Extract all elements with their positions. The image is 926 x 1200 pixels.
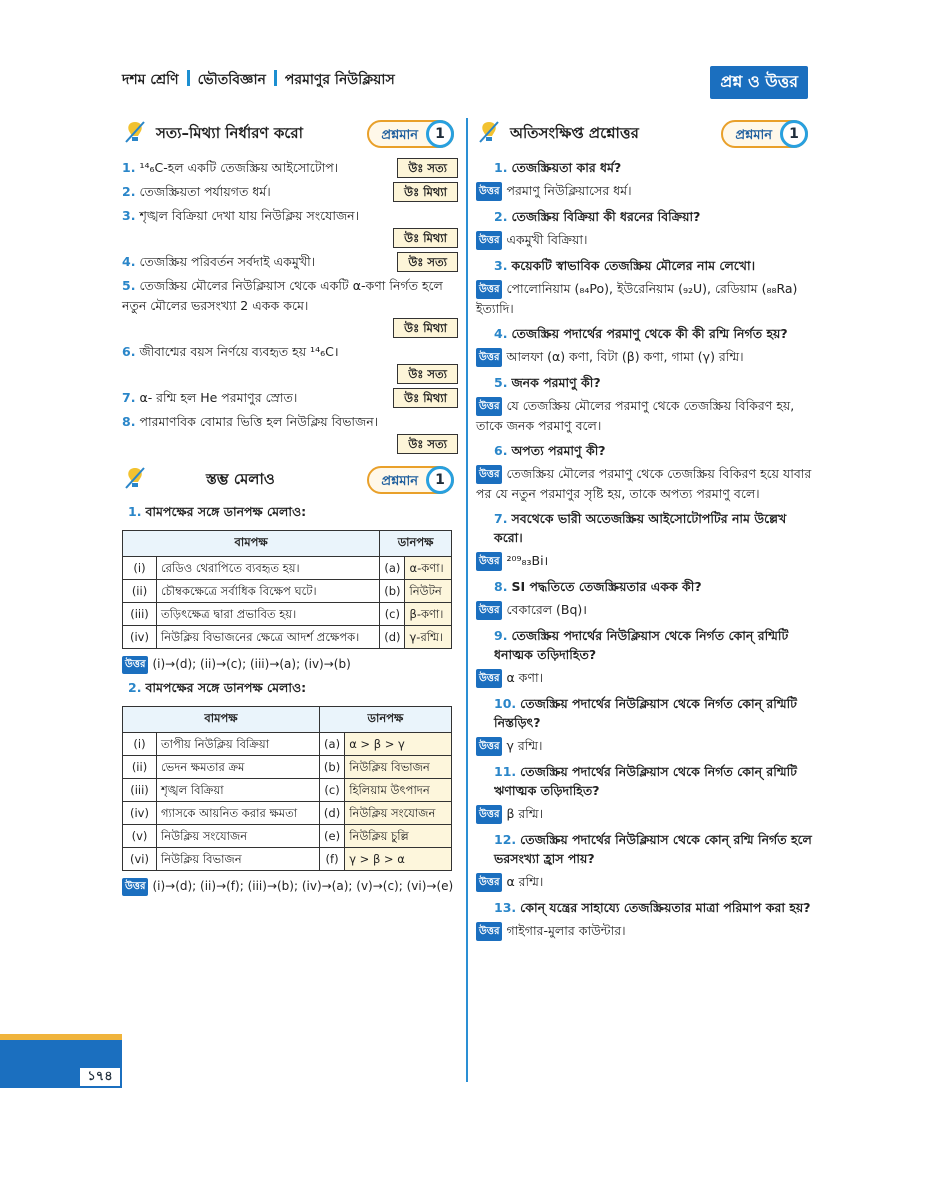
table-header-row [123,531,452,557]
table-row [123,848,452,871]
item-number: 12. [494,832,517,847]
tf-list [122,158,458,454]
column-header: বামপক্ষ [123,707,320,733]
cell: গ্যাসকে আয়নিত করার ক্ষমতা [157,802,320,825]
list-item [476,694,812,756]
cell: (f) [319,848,344,871]
question-text: তেজস্ক্রিয় পদার্থের নিউক্লিয়াস থেকে নির্গত কোন্ রশ্মিটি নিস্তড়িৎ? [494,696,797,730]
item-number: 3. [122,208,136,223]
answer-box: উঃ মিথ্যা [393,318,458,338]
list-item [476,441,812,503]
marks-label: প্রশ্নমান [381,474,418,489]
answer-tag: উত্তর [476,669,502,688]
cell: হিলিয়াম উৎপাদন [345,779,452,802]
answer-tag: উত্তর [122,878,148,896]
answer-tag: উত্তর [476,280,502,299]
crumb-chapter: পরমাণুর নিউক্লিয়াস [284,72,395,88]
cell: (d) [380,626,405,649]
page-header [122,66,812,92]
cell: (b) [380,580,405,603]
item-number: 6. [122,344,136,359]
answer-tag: উত্তর [476,348,502,367]
tf-section-header [122,116,458,152]
list-item [476,158,812,201]
breadcrumb [122,68,395,92]
cell: নিউক্লিয় সংযোজন [157,825,320,848]
list-item [122,412,458,454]
cell: (v) [123,825,157,848]
cell: α-কণা। [405,557,452,580]
answer-text: ²⁰⁹₈₃Bi। [506,553,549,568]
answer-text: পরমাণু নিউক্লিয়াসের ধর্ম। [506,183,632,198]
answer-text: (i)→(d); (ii)→(f); (iii)→(b); (iv)→(a); (v)→(c); (vi)→(e) [152,879,454,893]
list-item [476,373,812,435]
cell: (c) [319,779,344,802]
item-number: 8. [494,579,508,594]
answer-tag: উত্তর [476,737,502,756]
question-text: তেজস্ক্রিয় পদার্থের নিউক্লিয়াস থেকে কোন্ রশ্মি নির্গত হলে ভরসংখ্যা হ্রাস পায়? [494,832,812,866]
list-item [476,577,812,620]
answer-tag: উত্তর [476,397,502,416]
answer-box: উঃ সত্য [397,434,458,454]
answer-box: উঃ সত্য [397,364,458,384]
table-row [123,802,452,825]
question-text: তেজস্ক্রিয় পদার্থের নিউক্লিয়াস থেকে নির্গত কোন্ রশ্মিটি ঋণাত্মক তড়িদাহিত? [494,764,797,798]
question-text: তেজস্ক্রিয় পদার্থের পরমাণু থেকে কী কী রশ্মি নির্গত হয়? [511,326,788,341]
question-text: কোন্ যন্ত্রের সাহায্যে তেজস্ক্রিয়তার মাত্রা পরিমাপ করা হয়? [520,900,811,915]
item-text: তেজস্ক্রিয় পরিবর্তন সর্বদাই একমুখী। [139,254,316,269]
cell: নিউক্লিয় বিভাজনের ক্ষেত্রে আদর্শ প্রক্ষেপক। [157,626,380,649]
crumb-separator [274,70,277,86]
lightbulb-icon [478,120,500,144]
answer-tag: উত্তর [476,465,502,484]
item-number: 7. [122,390,136,405]
answer-text: β রশ্মি। [506,806,544,821]
answer-tag: উত্তর [476,873,502,892]
crumb-class: দশম শ্রেণি [122,72,179,88]
list-item [122,206,458,248]
marks-label: প্রশ্নমান [381,128,418,143]
cell: চৌম্বকক্ষেত্রে সর্বাধিক বিক্ষেপ ঘটে। [157,580,380,603]
lightbulb-icon [124,120,146,144]
match-table-2 [122,706,452,871]
match-question-1 [128,504,458,524]
table-header-row [123,707,452,733]
list-item [122,342,458,384]
question-text: তেজস্ক্রিয় পদার্থের নিউক্লিয়াস থেকে নির্গত কোন্ রশ্মিটি ধনাত্মক তড়িদাহিত? [494,628,789,662]
list-item [122,276,458,338]
table-row [123,557,452,580]
marks-pill [367,466,454,494]
question-text: অপত্য পরমাণু কী? [511,443,606,458]
question-text: SI পদ্ধতিতে তেজস্ক্রিয়তার একক কী? [511,579,702,594]
cell: (a) [319,733,344,756]
cell: ভেদন ক্ষমতার ক্রম [157,756,320,779]
item-text: তেজস্ক্রিয় মৌলের নিউক্লিয়াস থেকে একটি α-কণা নির্গত হলে নতুন মৌলের ভরসংখ্যা 2 একক কমে। [122,278,443,313]
answer-text: আলফা (α) কণা, বিটা (β) কণা, গামা (γ) রশ্মি। [506,349,744,364]
cell: রেডিও থেরাপিতে ব্যবহৃত হয়। [157,557,380,580]
answer-tag: উত্তর [476,922,502,941]
crumb-subject: ভৌতবিজ্ঞান [197,72,266,88]
marks-number: 1 [780,120,808,148]
qa-list [476,158,812,941]
cell: (iv) [123,802,157,825]
crumb-separator [187,70,190,86]
list-item [122,182,458,202]
item-number: 5. [494,375,508,390]
list-item [122,388,458,408]
match-section-header [122,462,458,498]
answer-text: তেজস্ক্রিয় মৌলের পরমাণু থেকে তেজস্ক্রিয় বিকিরণ হয়ে যাবার পর যে নতুন পরমাণুর সৃষ্টি হয়, তাকে অপত্য পরমাণু বলে। [476,466,812,501]
cell: (vi) [123,848,157,871]
marks-number: 1 [426,120,454,148]
cell: নিউক্লিয় সংযোজন [345,802,452,825]
list-item [476,324,812,367]
item-number: 9. [494,628,508,643]
item-number: 6. [494,443,508,458]
match-answer-1 [122,655,458,674]
list-item [476,626,812,688]
match-table-1 [122,530,452,649]
match-question-2 [128,680,458,700]
cell: (d) [319,802,344,825]
question-text: তেজস্ক্রিয় বিক্রিয়া কী ধরনের বিক্রিয়া? [511,209,701,224]
section-title: অতিসংক্ষিপ্ত প্রশ্নোত্তর [510,124,639,142]
cell: নিউক্লিয় চুল্লি [345,825,452,848]
cell: তড়িৎক্ষেত্র দ্বারা প্রভাবিত হয়। [157,603,380,626]
item-text: ¹⁴₆C-হল একটি তেজস্ক্রিয় আইসোটোপ। [139,160,339,175]
cell: (iii) [123,603,157,626]
item-number: 13. [494,900,517,915]
list-item [476,256,812,318]
list-item [476,830,812,892]
item-number: 2. [122,184,136,199]
answer-text: একমুখী বিক্রিয়া। [506,232,588,247]
cell: (c) [380,603,405,626]
item-text: পারমাণবিক বোমার ভিত্তি হল নিউক্লিয় বিভাজন। [139,414,379,429]
answer-text: পোলোনিয়াম (₈₄Po), ইউরেনিয়াম (₉₂U), রেডিয়াম (₈₈Ra) ইত্যাদি। [476,281,798,316]
question-text: জনক পরমাণু কী? [511,375,601,390]
cell: (iv) [123,626,157,649]
question-text: সবথেকে ভারী অতেজস্ক্রিয় আইসোটোপটির নাম উল্লেখ করো। [494,511,787,545]
item-text: তেজস্ক্রিয়তা পর্যায়গত ধর্ম। [139,184,271,199]
item-number: 5. [122,278,136,293]
list-item [122,252,458,272]
answer-text: (i)→(d); (ii)→(c); (iii)→(a); (iv)→(b) [152,657,351,671]
cell: (iii) [123,779,157,802]
list-item [476,207,812,250]
left-column [122,116,458,902]
table-row [123,825,452,848]
qa-section-header [476,116,812,152]
cell: (ii) [123,580,157,603]
cell: γ-রশ্মি। [405,626,452,649]
answer-tag: উত্তর [476,182,502,201]
answer-text: বেকারেল (Bq)। [506,602,588,617]
section-title: স্তম্ভ মেলাও [206,470,275,488]
cell: তাপীয় নিউক্লিয় বিক্রিয়া [157,733,320,756]
answer-box: উঃ মিথ্যা [393,182,458,202]
marks-pill [367,120,454,148]
answer-box: উঃ সত্য [397,252,458,272]
right-column [476,116,812,947]
table-row [123,626,452,649]
cell: (i) [123,733,157,756]
answer-text: α কণা। [506,670,544,685]
table-row [123,756,452,779]
marks-pill [721,120,808,148]
item-number: 1. [122,160,136,175]
question-text: বামপক্ষের সঙ্গে ডানপক্ষ মেলাও: [145,680,307,695]
answer-box: উঃ মিথ্যা [393,228,458,248]
item-number: 4. [494,326,508,341]
cell: γ > β > α [345,848,452,871]
answer-tag: উত্তর [476,552,502,571]
cell: (a) [380,557,405,580]
table-row [123,603,452,626]
item-text: শৃঙ্খল বিক্রিয়া দেখা যায় নিউক্লিয় সংযোজন। [139,208,360,223]
column-header: ডানপক্ষ [319,707,451,733]
section-title: সত্য–মিথ্যা নির্ধারণ করো [156,124,303,142]
item-number: 8. [122,414,136,429]
answer-text: α রশ্মি। [506,874,544,889]
question-text: কয়েকটি স্বাভাবিক তেজস্ক্রিয় মৌলের নাম লেখো। [511,258,756,273]
list-item [476,762,812,824]
answer-tag: উত্তর [476,805,502,824]
item-number: 7. [494,511,508,526]
answer-tag: উত্তর [476,231,502,250]
marks-number: 1 [426,466,454,494]
answer-tag: উত্তর [122,656,148,674]
column-header: ডানপক্ষ [380,531,452,557]
answer-text: গাইগার-মুলার কাউন্টার। [506,923,626,938]
item-number: 2. [494,209,508,224]
answer-tag: উত্তর [476,601,502,620]
column-header: বামপক্ষ [123,531,380,557]
item-number: 2. [128,680,142,695]
match-answer-2 [122,877,458,896]
table-row [123,733,452,756]
cell: নিউটন [405,580,452,603]
question-text: বামপক্ষের সঙ্গে ডানপক্ষ মেলাও: [145,504,307,519]
column-divider [466,118,468,1082]
qa-badge: প্রশ্ন ও উত্তর [710,66,808,99]
list-item [122,158,458,178]
table-row [123,580,452,603]
cell: β-কণা। [405,603,452,626]
question-text: তেজস্ক্রিয়তা কার ধর্ম? [511,160,622,175]
list-item [476,898,812,941]
page-number: ১৭৪ [78,1066,122,1088]
answer-text: γ রশ্মি। [506,738,543,753]
lightbulb-icon [124,466,146,490]
cell: α > β > γ [345,733,452,756]
item-number: 11. [494,764,517,779]
answer-text: যে তেজস্ক্রিয় মৌলের পরমাণু থেকে তেজস্ক্রিয় বিকিরণ হয়, তাকে জনক পরমাণু বলে। [476,398,795,433]
item-text: জীবাশ্মের বয়স নির্ণয়ে ব্যবহৃত হয় ¹⁴₆C। [139,344,339,359]
list-item [476,509,812,571]
item-number: 3. [494,258,508,273]
item-text: α- রশ্মি হল He পরমাণুর স্রোত। [139,390,298,405]
cell: (b) [319,756,344,779]
answer-box: উঃ সত্য [397,158,458,178]
item-number: 10. [494,696,517,711]
marks-label: প্রশ্নমান [735,128,772,143]
item-number: 4. [122,254,136,269]
answer-box: উঃ মিথ্যা [393,388,458,408]
table-row [123,779,452,802]
item-number: 1. [494,160,508,175]
cell: (e) [319,825,344,848]
cell: (i) [123,557,157,580]
cell: নিউক্লিয় বিভাজন [157,848,320,871]
item-number: 1. [128,504,142,519]
cell: নিউক্লিয় বিভাজন [345,756,452,779]
cell: (ii) [123,756,157,779]
cell: শৃঙ্খল বিক্রিয়া [157,779,320,802]
